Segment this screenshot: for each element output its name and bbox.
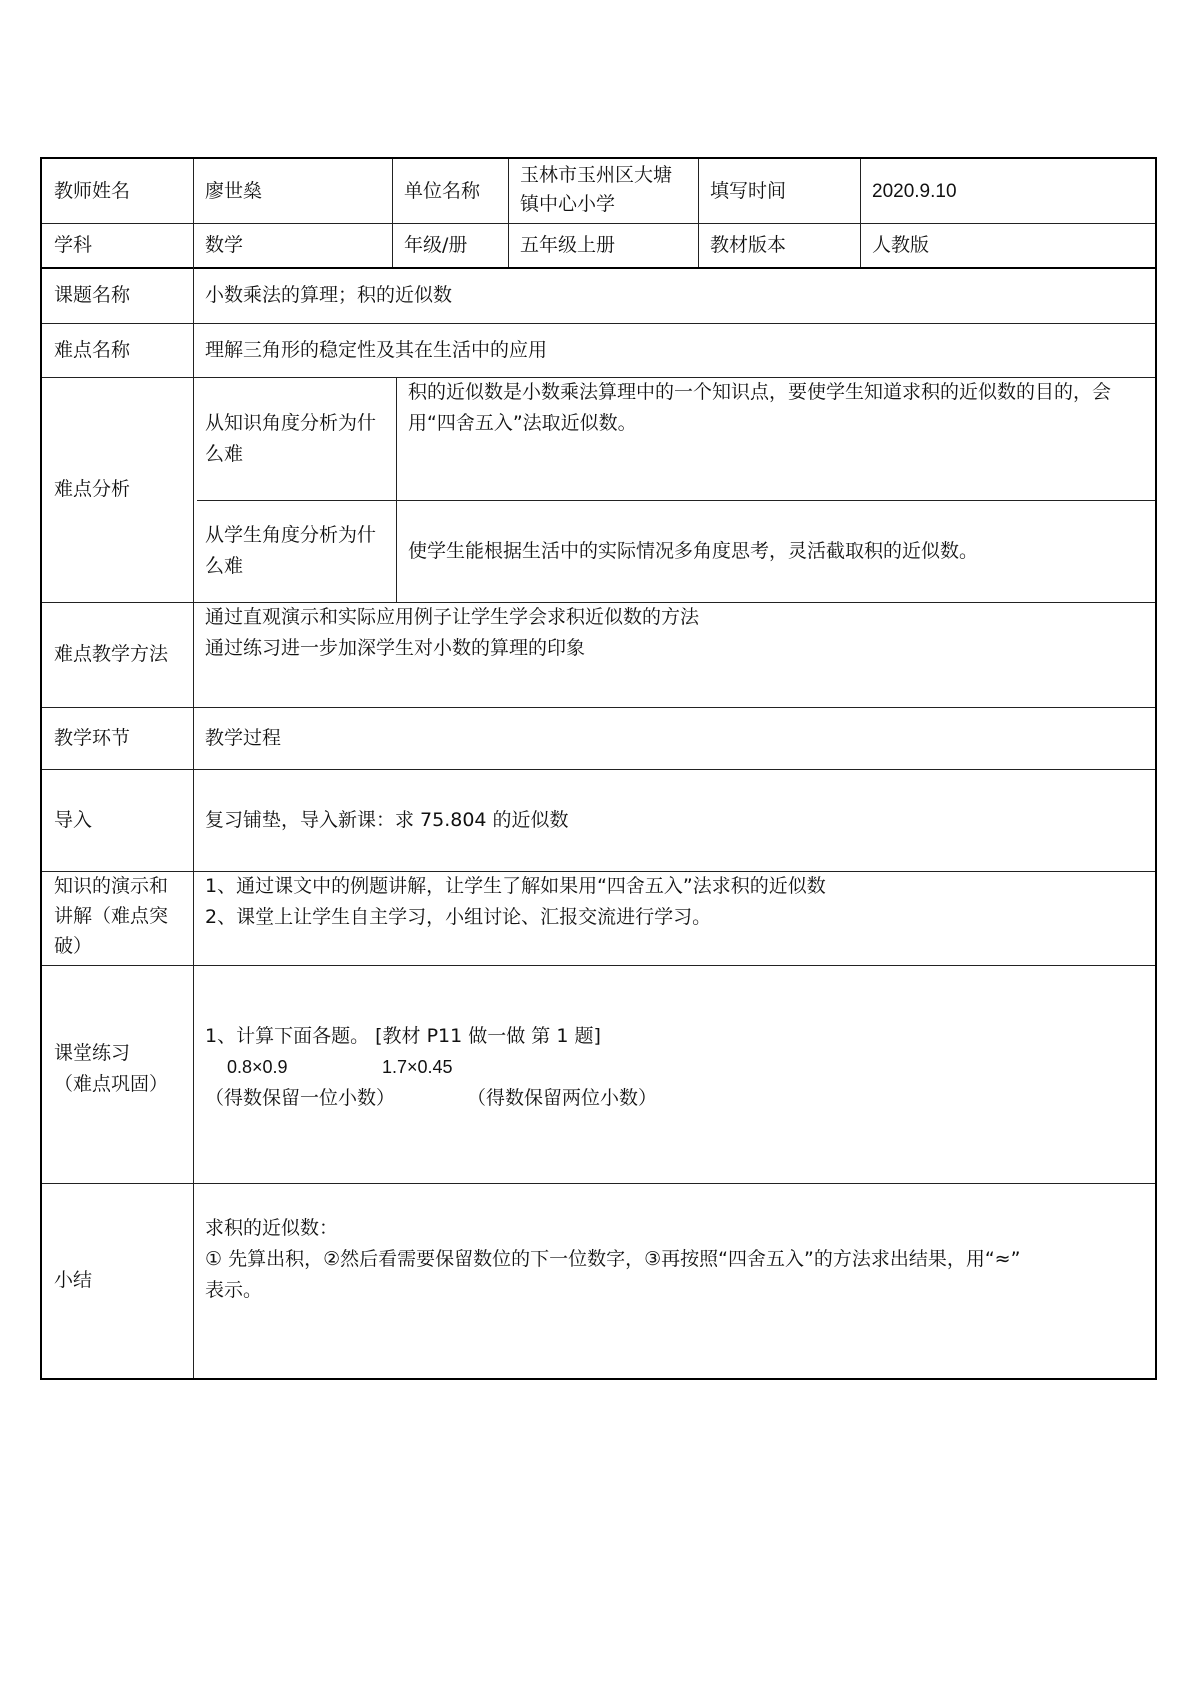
textbook-edition-label: 教材版本	[710, 233, 787, 256]
summary-label: 小结	[54, 1269, 93, 1291]
teaching-method-label: 难点教学方法	[54, 643, 169, 665]
practice-expression-1: 0.8×0.9	[227, 1057, 288, 1077]
practice-exercise-title: 1、计算下面各题。 [教材 P11 做一做 第 1 题]	[205, 1025, 601, 1047]
practice-label-line: 课堂练习	[54, 1042, 131, 1064]
student-angle-label: 从学生角度分析为什么难	[205, 524, 377, 577]
teacher-name-label: 教师姓名	[54, 179, 131, 202]
grade-label: 年级/册	[404, 233, 468, 256]
teaching-method-line: 通过练习进一步加深学生对小数的算理的印象	[205, 637, 586, 659]
topic-label: 课题名称	[54, 283, 131, 306]
knowledge-angle-label: 从知识角度分析为什么难	[205, 411, 377, 465]
unit-name-value: 玉林市玉州区大塘镇中心小学	[520, 164, 673, 215]
summary-line: 求积的近似数：	[205, 1217, 339, 1239]
lesson-plan-table	[40, 157, 1157, 1380]
practice-note-2: （得数保留两位小数）	[467, 1087, 658, 1109]
demo-line: 2、课堂上让学生自主学习，小组讨论、汇报交流进行学习。	[205, 906, 712, 928]
practice-expression-2: 1.7×0.45	[382, 1057, 453, 1077]
unit-name-label: 单位名称	[404, 179, 481, 202]
practice-note-1: （得数保留一位小数）	[205, 1087, 396, 1109]
fill-date-label: 填写时间	[710, 179, 787, 202]
knowledge-angle-text: 积的近似数是小数乘法算理中的一个知识点，要使学生知道求积的近似数的目的，会用“四舍五入”法取近似数。	[408, 381, 1112, 434]
difficulty-value: 理解三角形的稳定性及其在生活中的应用	[205, 338, 548, 361]
analysis-label: 难点分析	[54, 478, 131, 500]
teaching-method-text	[193, 602, 1155, 707]
demo-line: 1、通过课文中的例题讲解，让学生了解如果用“四舍五入”法求积的近似数	[205, 875, 826, 897]
teaching-process-header: 教学过程	[205, 726, 282, 749]
practice-label	[42, 965, 193, 1183]
summary-text	[193, 1183, 1155, 1378]
teacher-name-value: 廖世燊	[205, 179, 263, 202]
demo-text	[193, 871, 1155, 965]
fill-date-value: 2020.9.10	[872, 180, 957, 202]
practice-text	[193, 965, 1155, 1183]
teaching-method-line: 通过直观演示和实际应用例子让学生学会求积近似数的方法	[205, 606, 700, 628]
practice-label-line: （难点巩固）	[54, 1073, 169, 1095]
demo-label: 知识的演示和讲解（难点突破）	[54, 875, 169, 957]
textbook-edition-value: 人教版	[872, 233, 930, 256]
difficulty-label: 难点名称	[54, 338, 131, 361]
student-angle-text: 使学生能根据生活中的实际情况多角度思考，灵活截取积的近似数。	[408, 539, 979, 562]
intro-label: 导入	[54, 808, 93, 831]
grade-value: 五年级上册	[520, 233, 616, 256]
summary-line: ① 先算出积，②然后看需要保留数位的下一位数字，③再按照“四舍五入”的方法求出结果，用“≈”	[205, 1248, 1021, 1270]
subject-label: 学科	[54, 233, 93, 256]
practice-notes	[205, 1083, 1143, 1114]
topic-value: 小数乘法的算理；积的近似数	[205, 283, 453, 306]
summary-line: 表示。	[205, 1279, 263, 1301]
teaching-stage-header: 教学环节	[54, 726, 131, 749]
intro-text: 复习铺垫，导入新课：求 75.804 的近似数	[205, 808, 569, 831]
practice-expressions	[205, 1052, 1143, 1083]
subject-value: 数学	[205, 233, 244, 256]
